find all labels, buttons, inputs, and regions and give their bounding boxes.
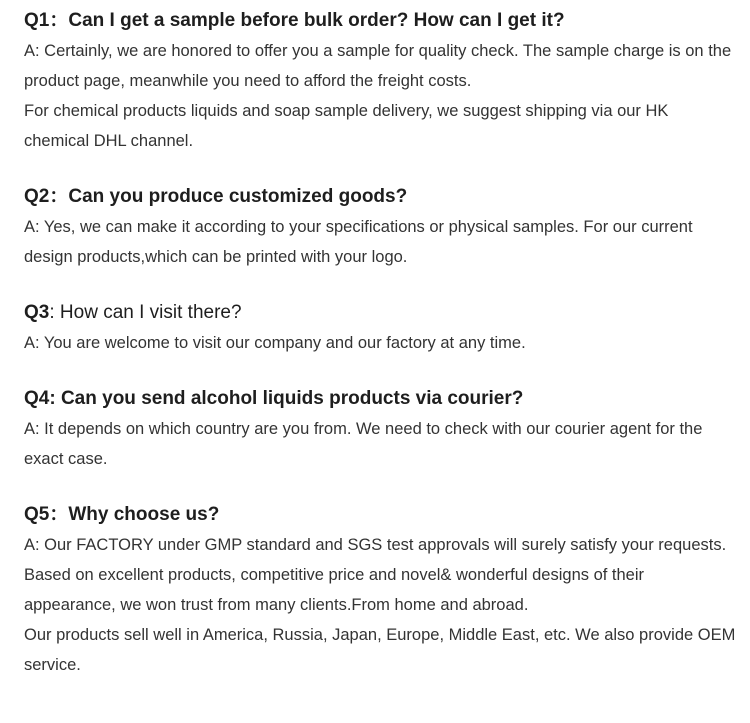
faq-list — [24, 6, 736, 706]
answer-paragraph: A: It depends on which country are you from. We need to check with our courier agent for the exact case. — [24, 420, 703, 468]
answer-block — [24, 328, 736, 358]
question-text: Can you produce customized goods? — [68, 186, 408, 207]
answer-paragraph: For chemical products liquids and soap sample delivery, we suggest shipping via our HK chemical DHL channel. — [24, 102, 669, 150]
answer-block — [24, 530, 736, 680]
answer-block — [24, 212, 736, 272]
faq-item-q1 — [24, 6, 736, 156]
answer-paragraph: A: Yes, we can make it according to your specifications or physical samples. For our current design products,which can be printed with your logo. — [24, 218, 693, 266]
answer-block — [24, 414, 736, 474]
question-text: : Can you send alcohol liquids products via courier? — [49, 388, 524, 409]
question-text: Can I get a sample before bulk order? How can I get it? — [68, 10, 565, 31]
answer-paragraph: Our products sell well in America, Russia, Japan, Europe, Middle East, etc. We also provide OEM service. — [24, 626, 736, 674]
answer-paragraph: A: Certainly, we are honored to offer you a sample for quality check. The sample charge is on the product page, meanwhile you need to afford the freight costs. — [24, 42, 732, 90]
question-heading — [24, 182, 736, 212]
question-heading — [24, 500, 736, 530]
answer-block — [24, 36, 736, 156]
faq-item-q5 — [24, 500, 736, 680]
question-label: Q2： — [24, 186, 69, 207]
question-text: : How can I visit there? — [49, 302, 242, 323]
question-label: Q1： — [24, 10, 69, 31]
question-label: Q4 — [24, 388, 50, 409]
faq-item-q2 — [24, 182, 736, 272]
answer-paragraph: A: You are welcome to visit our company and our factory at any time. — [24, 334, 526, 352]
faq-item-q4 — [24, 384, 736, 474]
question-label: Q5： — [24, 504, 69, 525]
answer-paragraph: A: Our FACTORY under GMP standard and SGS test approvals will surely satisfy your requests. Based on excellent products, competitive price and novel& wonderful designs of their appearance, we won trust from many clients.From home and abroad. — [24, 536, 727, 614]
question-label: Q3 — [24, 302, 50, 323]
question-heading — [24, 6, 736, 36]
question-heading — [24, 298, 736, 328]
faq-item-q3 — [24, 298, 736, 358]
question-heading — [24, 384, 736, 414]
question-text: Why choose us? — [68, 504, 220, 525]
